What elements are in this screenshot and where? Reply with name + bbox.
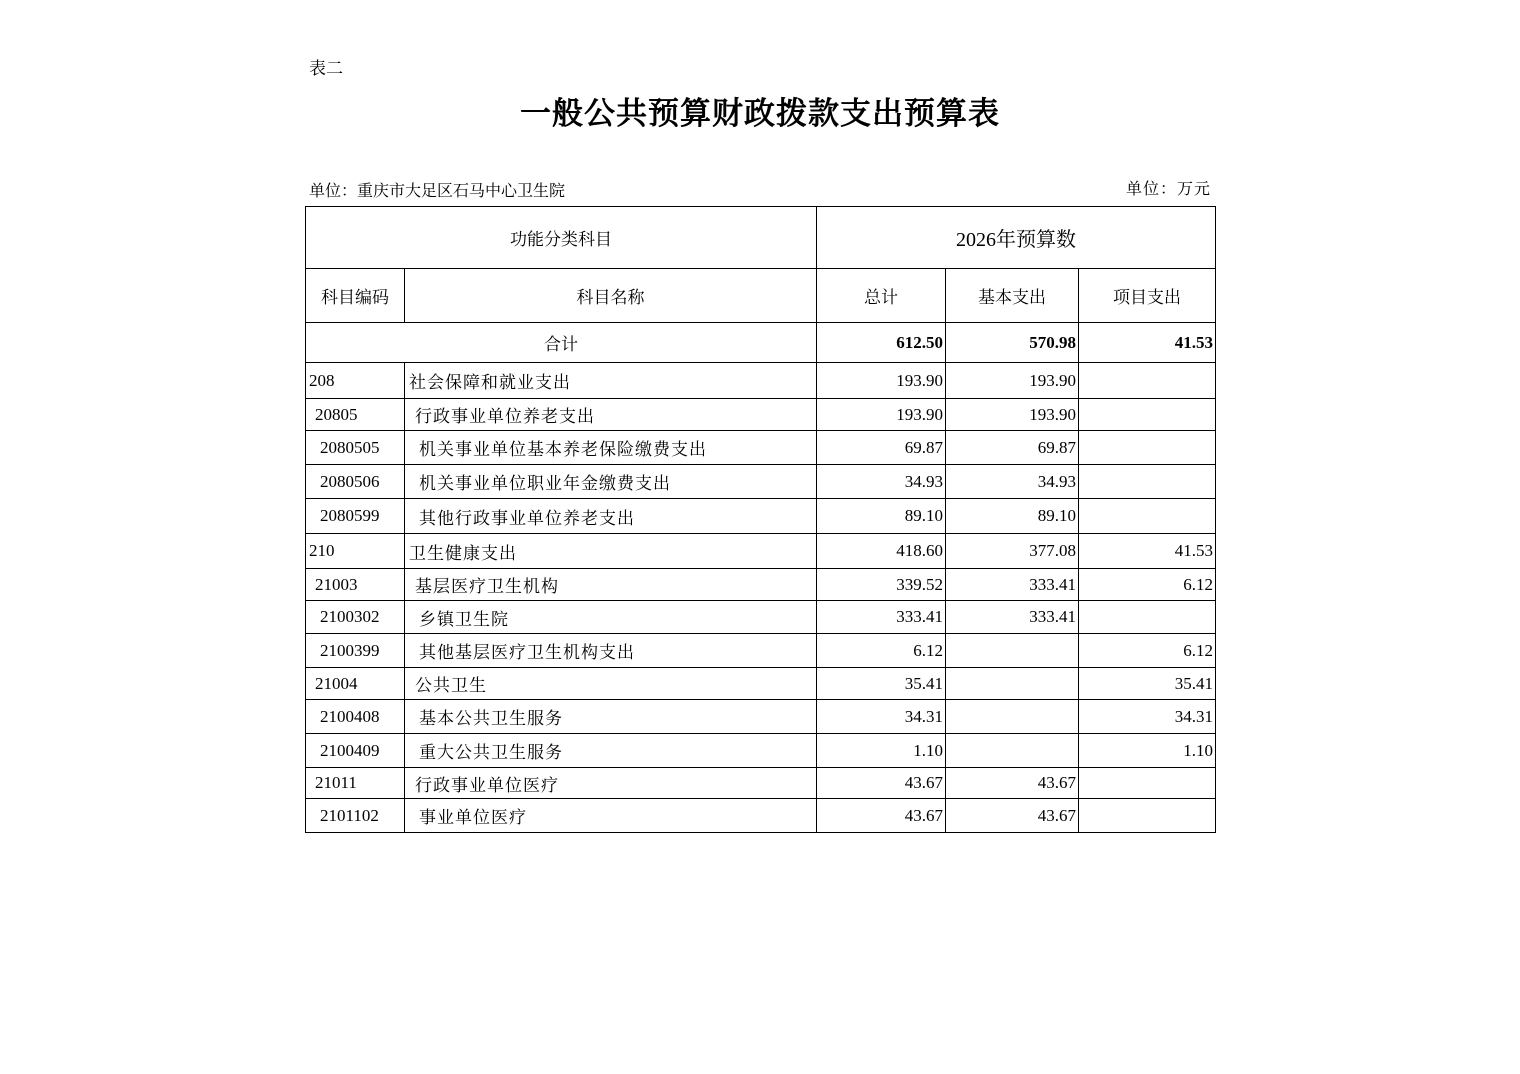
- subject-code: 210: [306, 534, 405, 569]
- subject-code: 2100408: [306, 700, 405, 734]
- total-amount: 339.52: [817, 569, 946, 601]
- total-amount: 69.87: [817, 431, 946, 465]
- subject-code: 2100399: [306, 634, 405, 668]
- total-amount: 418.60: [817, 534, 946, 569]
- basic-expenditure: 333.41: [946, 569, 1079, 601]
- total-amount: 34.93: [817, 465, 946, 499]
- subject-name: 其他行政事业单位养老支出: [405, 499, 817, 534]
- sum-row: [306, 323, 1216, 363]
- total-amount: 193.90: [817, 363, 946, 399]
- subject-code: 2101102: [306, 799, 405, 833]
- table-row: [306, 634, 1216, 668]
- budget-table: [305, 206, 1216, 833]
- sum-label: 合计: [306, 323, 817, 363]
- subject-code: 20805: [306, 399, 405, 431]
- table-row: [306, 569, 1216, 601]
- project-expenditure: [1079, 768, 1216, 799]
- basic-expenditure: [946, 634, 1079, 668]
- subject-name: 重大公共卫生服务: [405, 734, 817, 768]
- subject-code: 2100409: [306, 734, 405, 768]
- budget-year-header: 2026年预算数: [817, 207, 1216, 269]
- project-expenditure: 1.10: [1079, 734, 1216, 768]
- group-header-row: [306, 207, 1216, 269]
- project-expenditure: 6.12: [1079, 634, 1216, 668]
- subject-code: 208: [306, 363, 405, 399]
- table-row: [306, 668, 1216, 700]
- project-expenditure: [1079, 363, 1216, 399]
- table-row: [306, 734, 1216, 768]
- subject-name: 机关事业单位基本养老保险缴费支出: [405, 431, 817, 465]
- subject-name: 机关事业单位职业年金缴费支出: [405, 465, 817, 499]
- basic-expenditure: 193.90: [946, 399, 1079, 431]
- basic-expenditure: [946, 668, 1079, 700]
- total-amount: 89.10: [817, 499, 946, 534]
- project-expenditure: 41.53: [1079, 534, 1216, 569]
- column-header-total: 总计: [817, 269, 946, 323]
- subject-name: 行政事业单位医疗: [405, 768, 817, 799]
- table-row: [306, 431, 1216, 465]
- project-expenditure: [1079, 431, 1216, 465]
- basic-expenditure: 69.87: [946, 431, 1079, 465]
- subject-name: 公共卫生: [405, 668, 817, 700]
- subject-name: 基层医疗卫生机构: [405, 569, 817, 601]
- table-row: [306, 499, 1216, 534]
- project-expenditure: [1079, 399, 1216, 431]
- sum-total: 612.50: [817, 323, 946, 363]
- table-row: [306, 399, 1216, 431]
- subject-code: 21003: [306, 569, 405, 601]
- basic-expenditure: 377.08: [946, 534, 1079, 569]
- table-row: [306, 768, 1216, 799]
- project-expenditure: [1079, 499, 1216, 534]
- project-expenditure: [1079, 465, 1216, 499]
- total-amount: 6.12: [817, 634, 946, 668]
- column-header-basic: 基本支出: [946, 269, 1079, 323]
- functional-category-header: 功能分类科目: [306, 207, 817, 269]
- document-title: 一般公共预算财政拨款支出预算表: [520, 96, 1000, 131]
- total-amount: 34.31: [817, 700, 946, 734]
- basic-expenditure: 333.41: [946, 601, 1079, 634]
- basic-expenditure: [946, 734, 1079, 768]
- subject-name: 行政事业单位养老支出: [405, 399, 817, 431]
- subject-code: 21004: [306, 668, 405, 700]
- basic-expenditure: 193.90: [946, 363, 1079, 399]
- project-expenditure: [1079, 601, 1216, 634]
- currency-unit-label: 单位：万元: [1125, 181, 1211, 198]
- subject-code: 21011: [306, 768, 405, 799]
- column-header-name: 科目名称: [405, 269, 817, 323]
- total-amount: 43.67: [817, 768, 946, 799]
- basic-expenditure: 89.10: [946, 499, 1079, 534]
- subject-name: 卫生健康支出: [405, 534, 817, 569]
- total-amount: 35.41: [817, 668, 946, 700]
- total-amount: 333.41: [817, 601, 946, 634]
- sum-project: 41.53: [1079, 323, 1216, 363]
- table-row: [306, 363, 1216, 399]
- subject-code: 2080506: [306, 465, 405, 499]
- basic-expenditure: 43.67: [946, 768, 1079, 799]
- table-number-label: 表二: [309, 59, 343, 78]
- table-row: [306, 534, 1216, 569]
- basic-expenditure: [946, 700, 1079, 734]
- basic-expenditure: 34.93: [946, 465, 1079, 499]
- subject-name: 社会保障和就业支出: [405, 363, 817, 399]
- organization-label: 单位：重庆市大足区石马中心卫生院: [309, 183, 566, 200]
- column-header-row: [306, 269, 1216, 323]
- total-amount: 43.67: [817, 799, 946, 833]
- sum-basic: 570.98: [946, 323, 1079, 363]
- table-row: [306, 601, 1216, 634]
- subject-name: 其他基层医疗卫生机构支出: [405, 634, 817, 668]
- basic-expenditure: 43.67: [946, 799, 1079, 833]
- table-row: [306, 465, 1216, 499]
- project-expenditure: [1079, 799, 1216, 833]
- subject-code: 2080599: [306, 499, 405, 534]
- column-header-project: 项目支出: [1079, 269, 1216, 323]
- subject-code: 2080505: [306, 431, 405, 465]
- project-expenditure: 34.31: [1079, 700, 1216, 734]
- subject-name: 基本公共卫生服务: [405, 700, 817, 734]
- total-amount: 1.10: [817, 734, 946, 768]
- project-expenditure: 6.12: [1079, 569, 1216, 601]
- table-row: [306, 799, 1216, 833]
- subject-name: 乡镇卫生院: [405, 601, 817, 634]
- subject-code: 2100302: [306, 601, 405, 634]
- column-header-code: 科目编码: [306, 269, 405, 323]
- project-expenditure: 35.41: [1079, 668, 1216, 700]
- subject-name: 事业单位医疗: [405, 799, 817, 833]
- table-row: [306, 700, 1216, 734]
- total-amount: 193.90: [817, 399, 946, 431]
